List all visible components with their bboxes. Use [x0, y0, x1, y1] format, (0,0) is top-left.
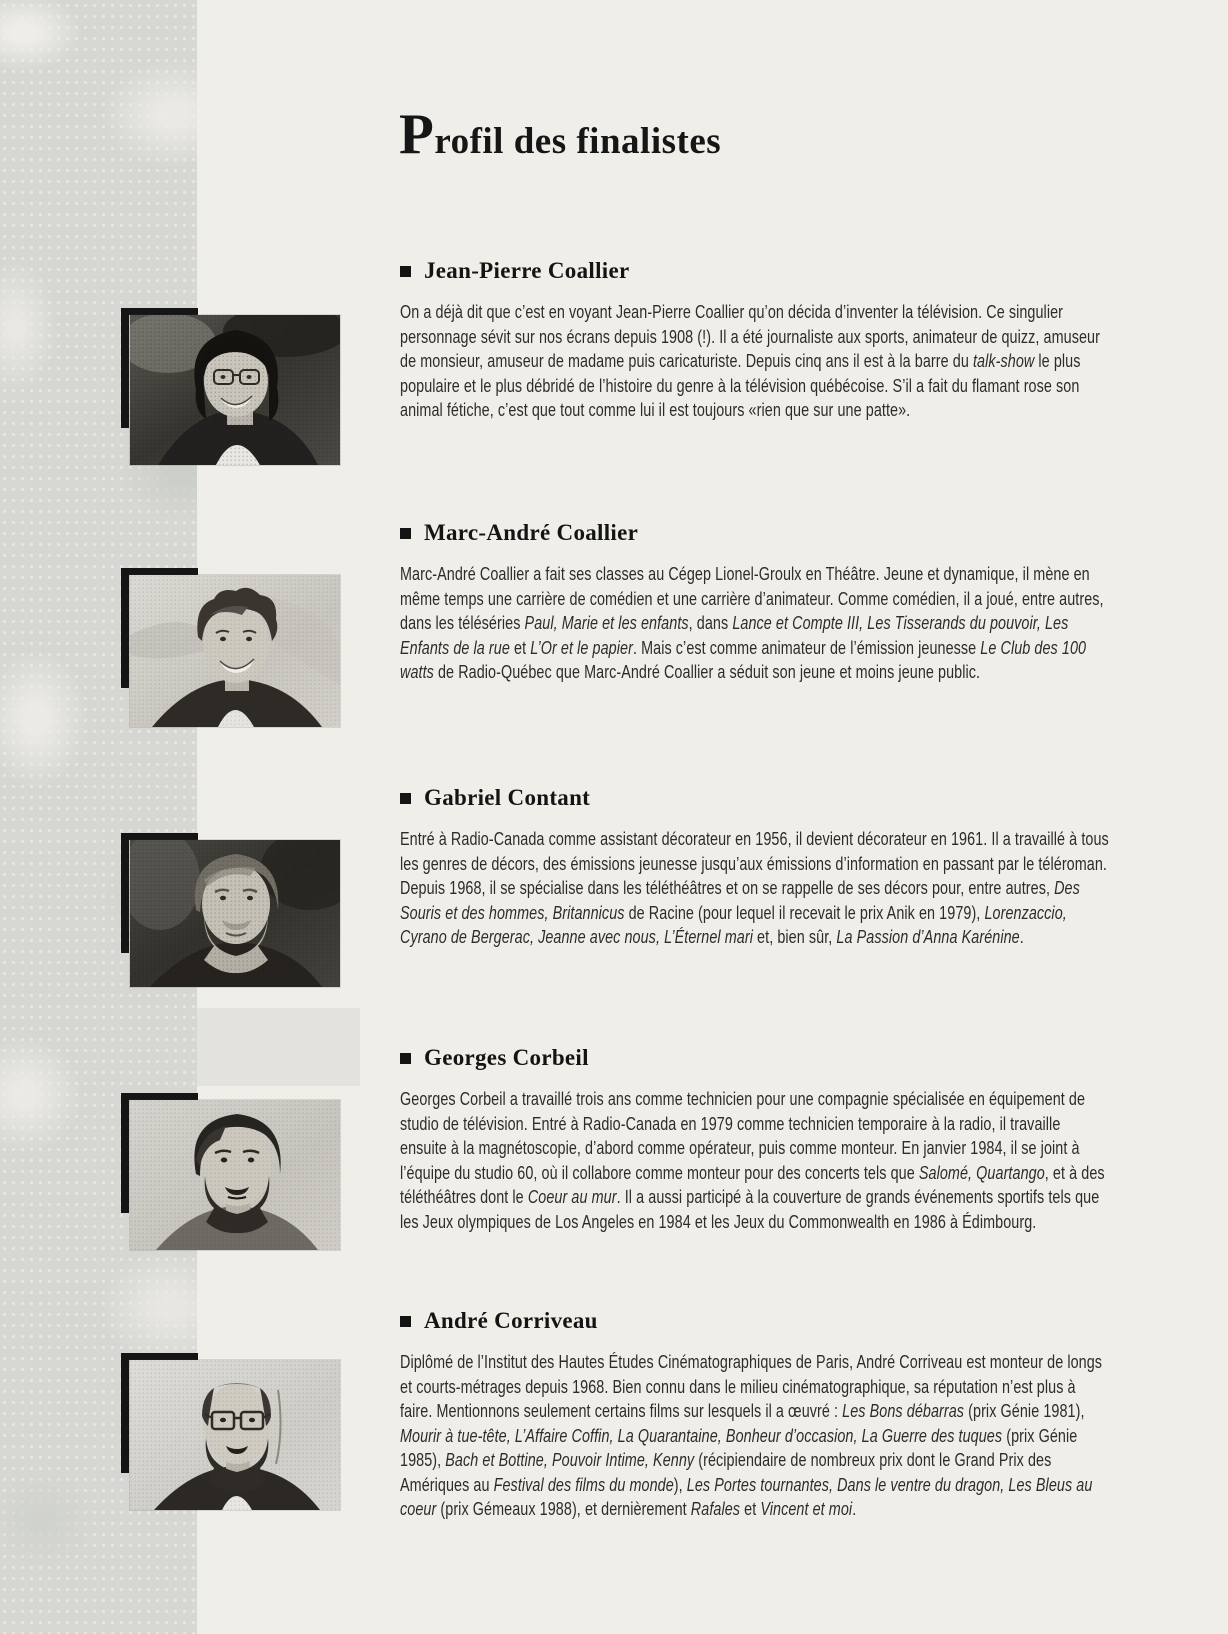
- square-bullet-icon: [400, 1053, 411, 1064]
- profile-section-marc-andre-coallier: [400, 518, 1228, 685]
- profile-name: Marc-André Coallier: [424, 520, 639, 545]
- profile-section-andre-corriveau: [400, 1306, 1228, 1522]
- profile-heading: [400, 1043, 1228, 1073]
- page-title: [399, 103, 722, 166]
- profile-heading: [400, 783, 1228, 813]
- square-bullet-icon: [400, 793, 411, 804]
- photo-jean-pierre-coallier: [130, 315, 340, 465]
- photo-gabriel-contant: [130, 840, 340, 987]
- profile-bio: Marc-André Coallier a fait ses classes au Cégep Lionel-Groulx en Théâtre. Jeune et dynamique, il mène en même temps une carrière de comédien et une carrière d’animateur. Comme comédien, il a joué, entre autres, dans les téléséries Paul, Marie et les enfants, dans Lance et Compte III, Les Tisserands du pouvoir, Les Enfants de la rue et L’Or et le papier. Mais c’est comme animateur de l’émission jeunesse Le Club des 100 watts de Radio-Québec que Marc-André Coallier a séduit son jeune et moins jeune public.: [400, 563, 1104, 682]
- profile-name: Gabriel Contant: [424, 785, 591, 810]
- profile-section-gabriel-contant: [400, 783, 1228, 950]
- portrait-young-man-smiling-icon: [130, 575, 340, 727]
- gray-backdrop: [197, 1008, 360, 1086]
- square-bullet-icon: [400, 266, 411, 277]
- profile-heading: [400, 256, 1228, 286]
- title-dropcap: P: [399, 103, 435, 166]
- photo-andre-corriveau: [130, 1360, 340, 1510]
- profile-bio: On a déjà dit que c’est en voyant Jean-Pierre Coallier qu’on décida d’inventer la télévision. Ce singulier personnage sévit sur nos écrans depuis 1908 (!). Il a été journaliste aux sports, animateur de quizz, amuseur de monsieur, amuseur de madame puis caricaturiste. Depuis cinq ans il est à la barre du talk-show le plus populaire et le plus débridé de l’histoire du genre à la télévision québécoise. S’il a fait du flamant rose son animal fétiche, c’est que tout comme lui il est toujours «rien que sur une patte».: [400, 301, 1100, 420]
- profile-bio: Georges Corbeil a travaillé trois ans comme technicien pour une compagnie spécialisée en équipement de studio de télévision. Entré à Radio-Canada en 1979 comme technicien temporaire à la radio, il travaille ensuite à la magnétoscopie, d’abord comme opérateur, puis comme monteur. En janvier 1984, il se joint à l’équipe du studio 60, où il collabore comme monteur pour des concerts tels que Salomé, Quartango, et à des téléthéâtres dont le Coeur au mur. Il a aussi participé à la couverture de grands événements sportifs tels que les Jeux olympiques de Los Angeles en 1984 et les Jeux du Commonwealth en 1986 à Édimbourg.: [400, 1088, 1105, 1232]
- portrait-older-man-grey-beard-icon: [130, 840, 340, 987]
- profile-bio: Entré à Radio-Canada comme assistant décorateur en 1956, il devient décorateur en 1961. Il a travaillé à tous les genres de décors, des émissions jeunesse jusqu’aux émissions d’information en passant par le téléroman. Depuis 1968, il se spécialise dans les téléthéâtres et on se rappelle de ses décors pour, entre autres, Des Souris et des hommes, Britannicus de Racine (pour lequel il recevait le prix Anik en 1979), Lorenzaccio, Cyrano de Bergerac, Jeanne avec nous, L’Éternel mari et, bien sûr, La Passion d’Anna Karénine.: [400, 828, 1109, 947]
- profile-section-jean-pierre-coallier: [400, 256, 1228, 423]
- profile-name: Jean-Pierre Coallier: [424, 258, 630, 283]
- photo-georges-corbeil: [130, 1100, 340, 1250]
- profile-bio: Diplômé de l’Institut des Hautes Études Cinématographiques de Paris, André Corriveau est monteur de longs et courts-métrages depuis 1968. Bien connu dans le milieu cinématographique, sa réputation n’est plus à faire. Mentionnons seulement certains films sur lesquels il a œuvré : Les Bons débarras (prix Génie 1981), Mourir à tue-tête, L’Affaire Coffin, La Quarantaine, Bonheur d’occasion, La Guerre des tuques (prix Génie 1985), Bach et Bottine, Pouvoir Intime, Kenny (récipiendaire de nombreux prix dont le Grand Prix des Amériques au Festival des films du monde), Les Portes tournantes, Dans le ventre du dragon, Les Bleus au coeur (prix Gémeaux 1988), et dernièrement Rafales et Vincent et moi.: [400, 1351, 1103, 1519]
- profile-section-georges-corbeil: [400, 1043, 1228, 1234]
- square-bullet-icon: [400, 1316, 411, 1327]
- photo-marc-andre-coallier: [130, 575, 340, 727]
- profile-heading: [400, 1306, 1228, 1336]
- portrait-man-glasses-curly-hair-icon: [130, 315, 340, 465]
- profile-name: André Corriveau: [424, 1308, 598, 1333]
- portrait-man-dark-beard-icon: [130, 1100, 340, 1250]
- profile-heading: [400, 518, 1228, 548]
- title-text: rofil des finalistes: [434, 121, 722, 162]
- square-bullet-icon: [400, 528, 411, 539]
- portrait-balding-man-glasses-beard-icon: [130, 1360, 340, 1510]
- profile-name: Georges Corbeil: [424, 1045, 589, 1070]
